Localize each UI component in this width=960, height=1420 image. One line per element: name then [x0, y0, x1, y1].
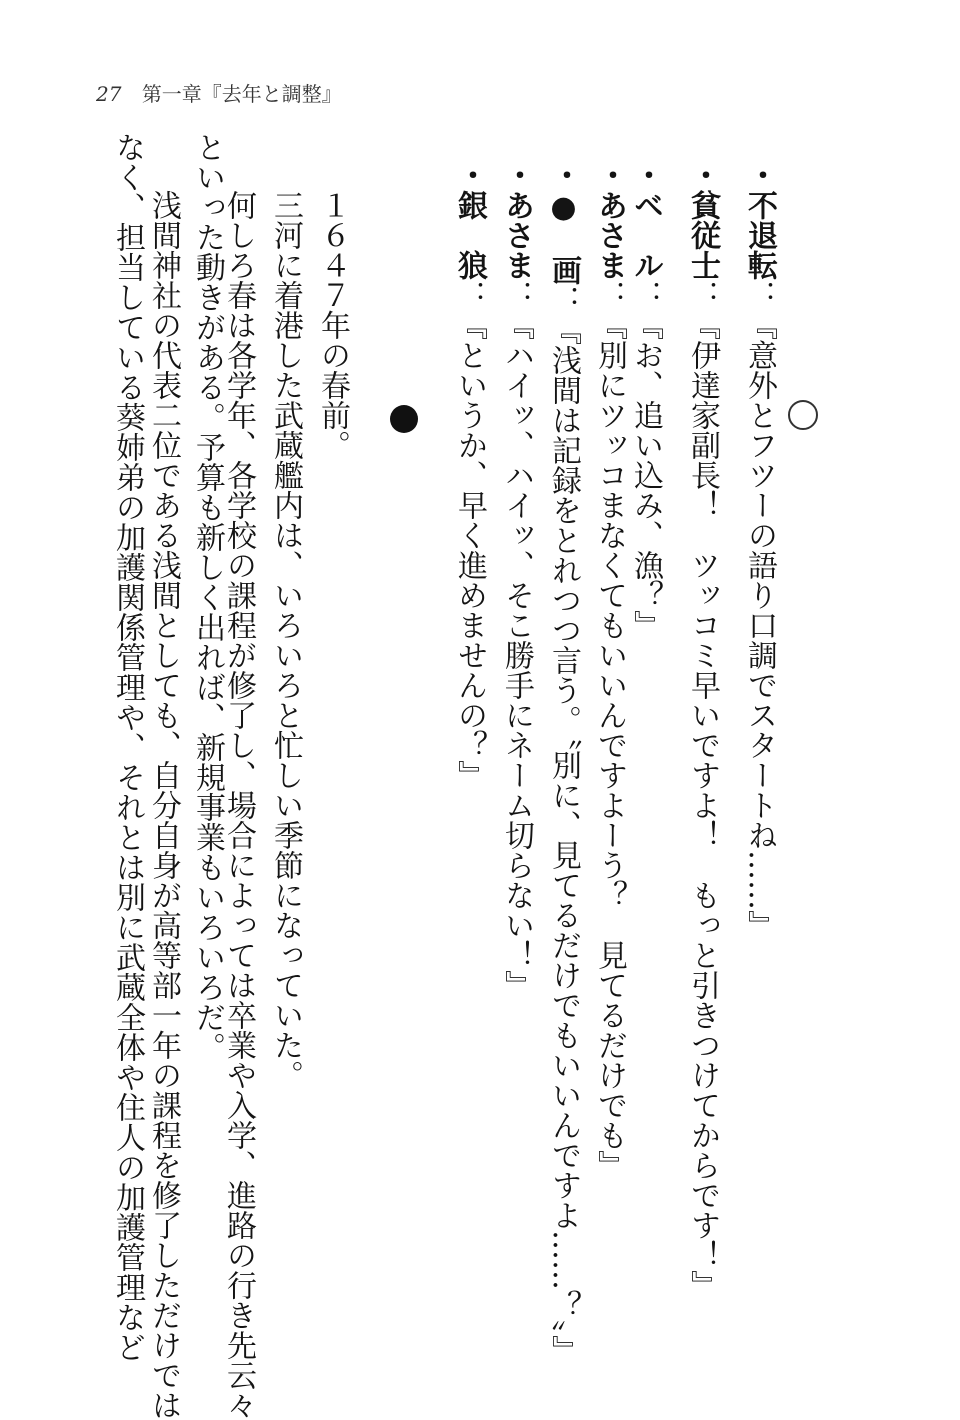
- dialogue-text: ：『意外とフツーの語り口調でスタートね……』: [742, 280, 777, 940]
- speaker-name: ・あさま: [499, 160, 534, 280]
- dialogue-text: ：『別にツッコまなくてもいいんですよーう？ 見てるだけでも』: [592, 280, 627, 1180]
- dialogue-line: [450, 160, 488, 790]
- speaker-name: ・● 画: [546, 160, 581, 285]
- narration-line: 何しろ春は各学年、各学校の課程が修了し、場合によっては卒業や入学、進路の行き先云々: [221, 160, 256, 1420]
- dialogue-line: [626, 160, 664, 640]
- narration-line: 浅間神社の代表二位である浅間としても、自分自身が高等部一年の課程を修了しただけでは: [146, 160, 181, 1420]
- narration-line: 三河に着港した武蔵艦内は、いろいろと忙しい季節になっていた。: [268, 160, 303, 1090]
- speaker-name: ・銀 狼: [452, 160, 487, 280]
- dialogue-line: [590, 160, 628, 1180]
- running-header: [96, 78, 342, 107]
- dialogue-line: [740, 160, 778, 940]
- speaker-name: ・ベ ル: [628, 160, 663, 280]
- chapter-title: 第一章『去年と調整』: [141, 82, 342, 106]
- filled-circle-mark: [390, 405, 418, 433]
- page-number: 27: [96, 82, 122, 106]
- speaker-name: ・不退転: [742, 160, 777, 280]
- narration-line: １６４７年の春前。: [315, 160, 350, 460]
- dialogue-text: ：『浅間は記録をとれつつ言う。〝別に、見てるだけでもいいんですよ……？〟』: [546, 285, 581, 1365]
- speaker-name: ・貧従士: [685, 160, 720, 280]
- dialogue-text: ：『というか、早く進めませんの？』: [452, 280, 487, 790]
- dialogue-line: [544, 160, 582, 1365]
- dialogue-text: ：『伊達家副長！ ツッコミ早いですよ！ もっと引きつけてからです！』: [685, 280, 720, 1300]
- narration-line: なく、担当している葵姉弟の加護関係管理や、それとは別に武蔵全体や住人の加護管理など: [110, 132, 145, 1362]
- speaker-name: ・あさま: [592, 160, 627, 280]
- open-circle-mark: [788, 400, 818, 430]
- dialogue-text: ：『ハイッ、ハイッ、そこ勝手にネーム切らない！』: [499, 280, 534, 1000]
- narration-line: といった動きがある。予算も新しく出れば、新規事業もいろいろだ。: [190, 132, 225, 1062]
- dialogue-line: [683, 160, 721, 1300]
- dialogue-line: [497, 160, 535, 1000]
- dialogue-text: ：『お、追い込み、漁？』: [628, 280, 663, 640]
